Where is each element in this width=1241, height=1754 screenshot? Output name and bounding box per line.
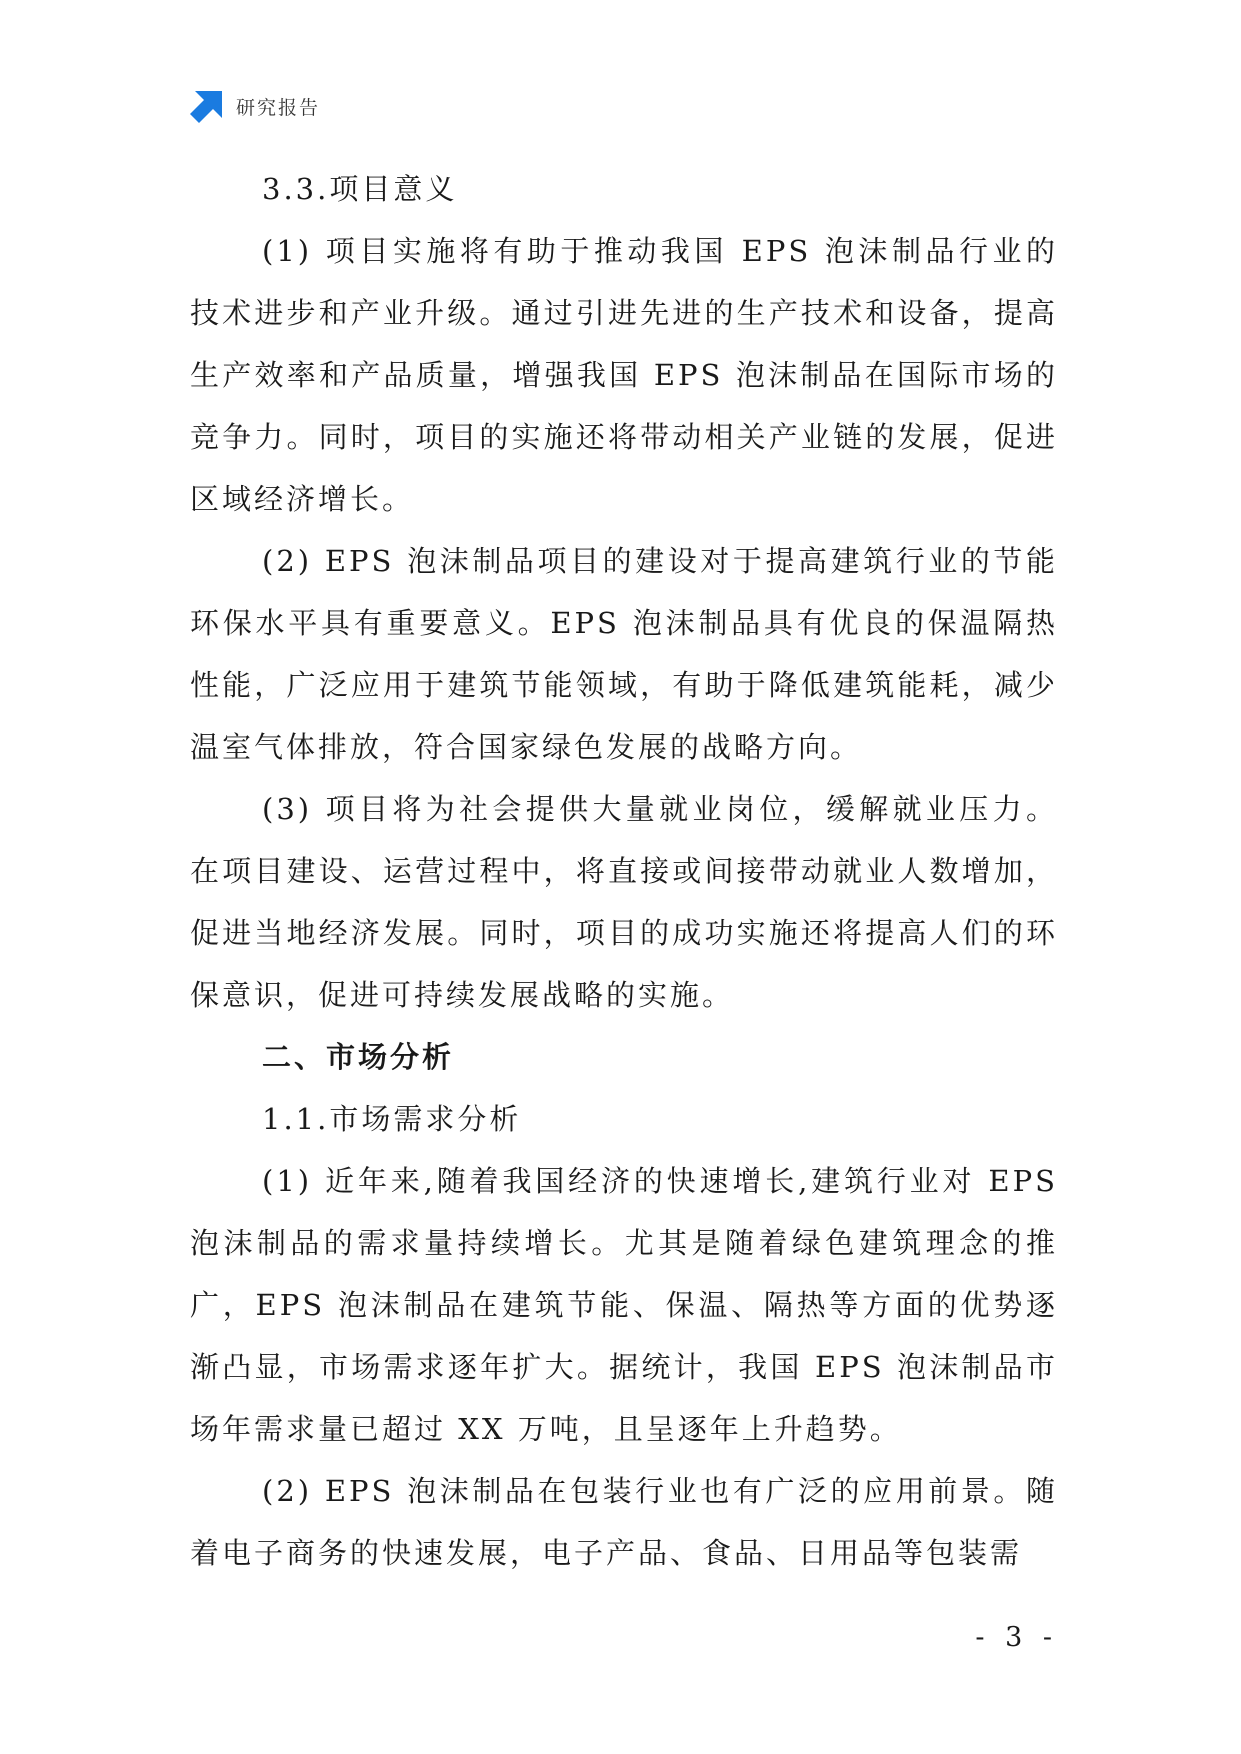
page-header (190, 88, 320, 124)
paragraph-significance-1: (1) 项目实施将有助于推动我国 EPS 泡沫制品行业的技术进步和产业升级。通过引进先进的生产技术和设备，提高生产效率和产品质量，增强我国 EPS 泡沫制品在国际市场的竞争力。同时，项目的实施还将带动相关产业链的发展，促进区域经济增长。 (190, 234, 1058, 516)
page-number: - 3 - (975, 1622, 1058, 1653)
paragraph-significance-3: (3) 项目将为社会提供大量就业岗位，缓解就业压力。在项目建设、运营过程中，将直接或间接带动就业人数增加，促进当地经济发展。同时，项目的成功实施还将提高人们的环保意识，促进可持续发展战略的实施。 (190, 792, 1058, 1012)
section-heading-3-3: 3.3.项目意义 (262, 172, 458, 206)
paragraph-demand-2: (2) EPS 泡沫制品在包装行业也有广泛的应用前景。随着电子商务的快速发展，电子产品、食品、日用品等包装需 (190, 1474, 1058, 1570)
document-body (190, 158, 1058, 1584)
paragraph-demand-1: (1) 近年来,随着我国经济的快速增长,建筑行业对 EPS 泡沫制品的需求量持续增长。尤其是随着绿色建筑理念的推广，EPS 泡沫制品在建筑节能、保温、隔热等方面的优势逐渐凸显，市场需求逐年扩大。据统计，我国 EPS 泡沫制品市场年需求量已超过 XX 万吨，且呈逐年上升趋势。 (190, 1164, 1058, 1446)
paragraph-significance-2: (2) EPS 泡沫制品项目的建设对于提高建筑行业的节能环保水平具有重要意义。EPS 泡沫制品具有优良的保温隔热性能，广泛应用于建筑节能领域，有助于降低建筑能耗，减少温室气体排放，符合国家绿色发展的战略方向。 (190, 544, 1058, 764)
section-heading-1-1: 1.1.市场需求分析 (262, 1102, 522, 1136)
chapter-heading-market-analysis: 二、市场分析 (262, 1040, 455, 1074)
header-title: 研究报告 (236, 96, 321, 119)
arrow-up-right-icon (190, 89, 224, 123)
